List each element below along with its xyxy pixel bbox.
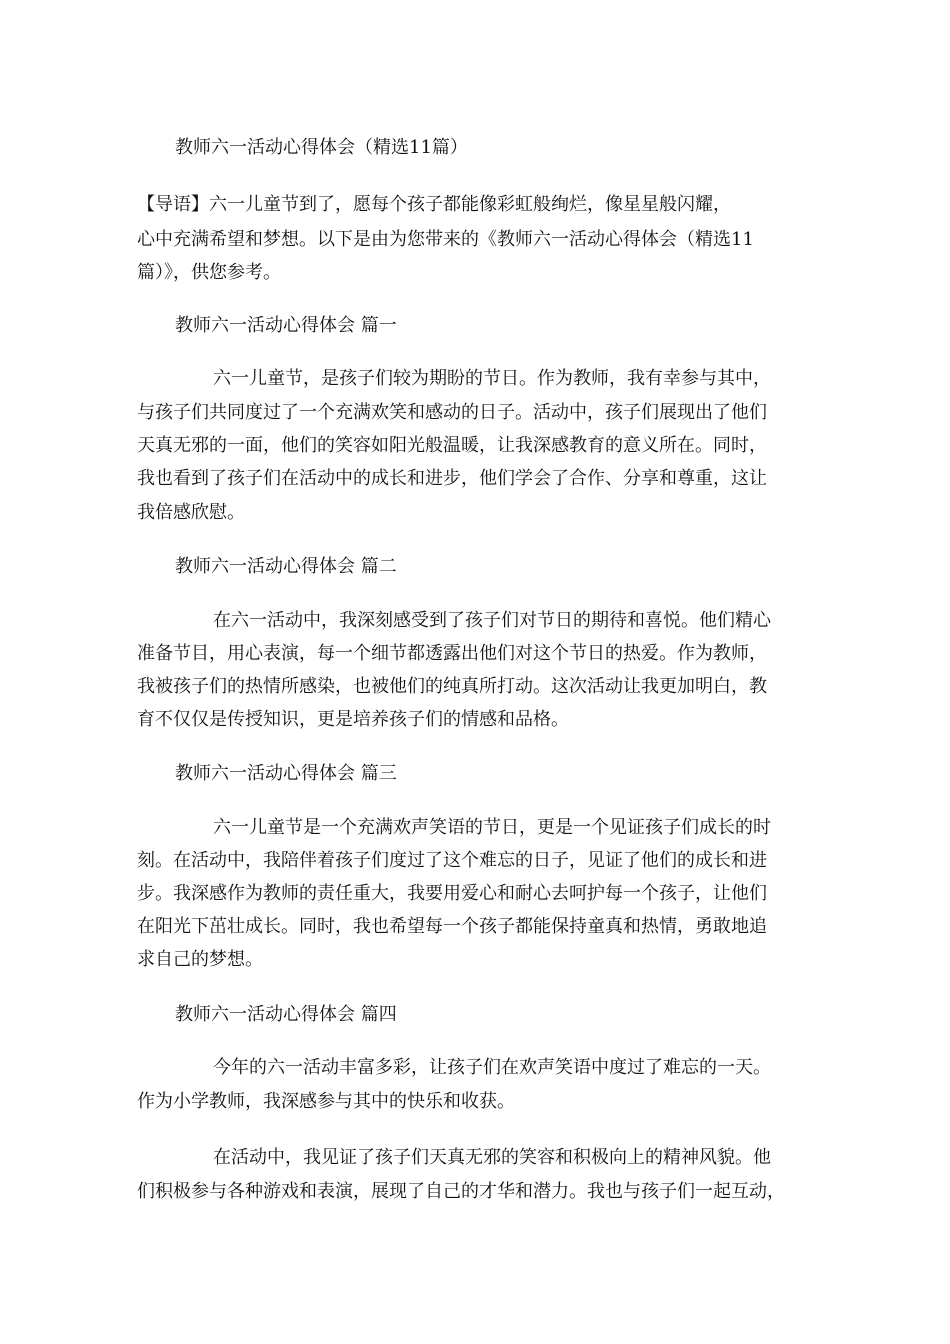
- paragraph-line: 与孩子们共同度过了一个充满欢笑和感动的日子。活动中，孩子们展现出了他们: [137, 402, 767, 423]
- paragraph-line: 天真无邪的一面，他们的笑容如阳光般温暖，让我深感教育的意义所在。同时，: [137, 435, 767, 456]
- intro-line: 心中充满希望和梦想。以下是由为您带来的《教师六一活动心得体会（精选11: [137, 229, 754, 250]
- paragraph-line: 步。我深感作为教师的责任重大，我要用爱心和耐心去呵护每一个孩子，让他们: [137, 883, 767, 904]
- intro-line: 【导语】六一儿童节到了，愿每个孩子都能像彩虹般绚烂，像星星般闪耀，: [137, 194, 731, 215]
- paragraph-line: 们积极参与各种游戏和表演，展现了自己的才华和潜力。我也与孩子们一起互动，: [137, 1181, 785, 1202]
- paragraph-line: 在六一活动中，我深刻感受到了孩子们对节日的期待和喜悦。他们精心: [213, 610, 771, 631]
- section-heading: 教师六一活动心得体会 篇四: [175, 1004, 397, 1025]
- paragraph-line: 我被孩子们的热情所感染，也被他们的纯真所打动。这次活动让我更加明白，教: [137, 676, 767, 697]
- section-heading: 教师六一活动心得体会 篇一: [175, 315, 397, 336]
- paragraph-line: 作为小学教师，我深感参与其中的快乐和收获。: [137, 1091, 515, 1112]
- paragraph-line: 刻。在活动中，我陪伴着孩子们度过了这个难忘的日子，见证了他们的成长和进: [137, 850, 767, 871]
- paragraph-line: 在活动中，我见证了孩子们天真无邪的笑容和积极向上的精神风貌。他: [213, 1147, 771, 1168]
- document-title: 教师六一活动心得体会（精选11篇）: [175, 137, 468, 158]
- intro-line: 篇）》，供您参考。: [137, 262, 281, 283]
- paragraph-line: 育不仅仅是传授知识，更是培养孩子们的情感和品格。: [137, 709, 569, 730]
- paragraph-line: 求自己的梦想。: [137, 949, 263, 970]
- section-heading: 教师六一活动心得体会 篇三: [175, 763, 397, 784]
- paragraph-line: 我也看到了孩子们在活动中的成长和进步，他们学会了合作、分享和尊重，这让: [137, 468, 767, 489]
- section-heading: 教师六一活动心得体会 篇二: [175, 556, 397, 577]
- paragraph-line: 在阳光下茁壮成长。同时，我也希望每一个孩子都能保持童真和热情，勇敢地追: [137, 916, 767, 937]
- paragraph-line: 六一儿童节，是孩子们较为期盼的节日。作为教师，我有幸参与其中，: [213, 368, 771, 389]
- paragraph-line: 我倍感欣慰。: [137, 502, 245, 523]
- paragraph-line: 准备节目，用心表演，每一个细节都透露出他们对这个节日的热爱。作为教师，: [137, 643, 767, 664]
- paragraph-line: 今年的六一活动丰富多彩，让孩子们在欢声笑语中度过了难忘的一天。: [213, 1057, 771, 1078]
- paragraph-line: 六一儿童节是一个充满欢声笑语的节日，更是一个见证孩子们成长的时: [213, 817, 771, 838]
